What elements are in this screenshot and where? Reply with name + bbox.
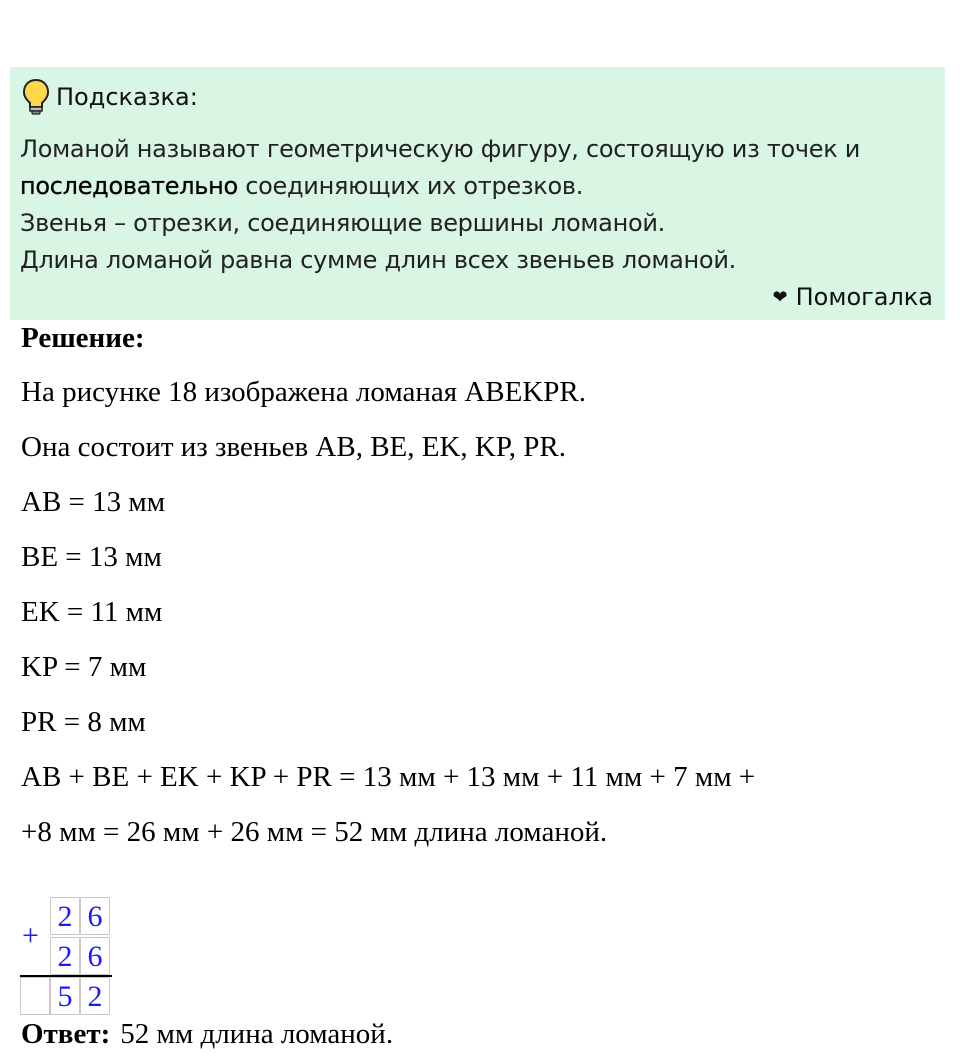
hint-box bbox=[10, 67, 945, 320]
lightbulb-icon bbox=[22, 78, 50, 116]
hint-text bbox=[20, 131, 935, 279]
plus-sign: + bbox=[22, 919, 39, 952]
answer-label: Ответ: bbox=[21, 1018, 111, 1050]
solution-line: EK = 11 мм bbox=[21, 596, 163, 628]
credit-label: Помогалка bbox=[795, 283, 933, 311]
digit-cell: 6 bbox=[80, 937, 110, 975]
digit-cell: 2 bbox=[50, 897, 80, 935]
column-addition bbox=[20, 897, 112, 1017]
hint-title: Подсказка: bbox=[56, 83, 198, 111]
hint-line: Звенья – отрезки, соединяющие вершины ломаной. bbox=[20, 209, 665, 237]
hint-line: Длина ломаной равна сумме длин всех звеньев ломаной. bbox=[20, 246, 736, 274]
empty-cell bbox=[20, 977, 50, 1015]
solution-line: AB = 13 мм bbox=[21, 486, 166, 518]
heart-icon: ❤ bbox=[772, 286, 788, 308]
digit-cell: 2 bbox=[50, 937, 80, 975]
digit-cell: 6 bbox=[80, 897, 110, 935]
result-cell: 2 bbox=[80, 977, 110, 1015]
answer-text: 52 мм длина ломаной. bbox=[120, 1018, 394, 1050]
answer bbox=[21, 1018, 393, 1051]
hint-line: Ломаной называют геометрическую фигуру, состоящую из точек и bbox=[20, 135, 861, 163]
hint-header bbox=[22, 77, 198, 117]
result-cell: 5 bbox=[50, 977, 80, 1015]
solution-heading: Решение: bbox=[21, 322, 145, 354]
credit-link[interactable] bbox=[773, 283, 933, 311]
solution-line: На рисунке 18 изображена ломаная ABEKPR. bbox=[21, 376, 587, 408]
solution-line: +8 мм = 26 мм + 26 мм = 52 мм длина ломаной. bbox=[21, 816, 608, 848]
hint-emphasis: последовательно bbox=[20, 172, 238, 200]
solution-line: KP = 7 мм bbox=[21, 651, 147, 683]
solution-line: PR = 8 мм bbox=[21, 706, 146, 738]
solution-line: AB + BE + EK + KP + PR = 13 мм + 13 мм + 11 мм + 7 мм + bbox=[21, 761, 756, 793]
solution-line: Она состоит из звеньев AB, BE, EK, KP, PR. bbox=[21, 431, 566, 463]
hint-line-rest: соединяющих их отрезков. bbox=[237, 172, 584, 200]
solution-line: BE = 13 мм bbox=[21, 541, 162, 573]
hint-line bbox=[20, 168, 935, 205]
